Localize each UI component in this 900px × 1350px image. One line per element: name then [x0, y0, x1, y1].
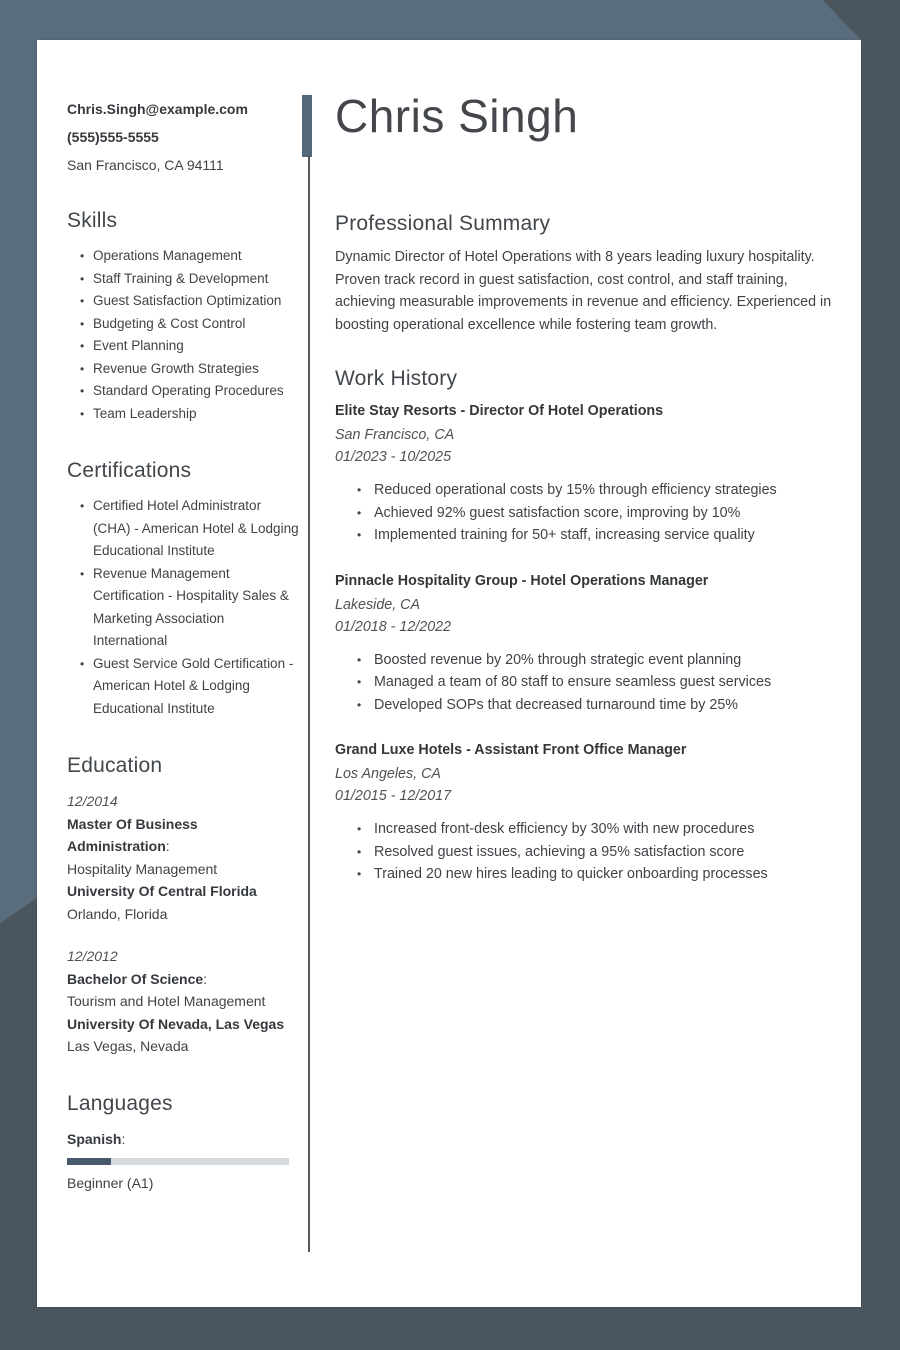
certification-item: • Guest Service Gold Certification - American Hotel & Lodging Educational Institute — [80, 653, 299, 721]
contact-block — [67, 100, 299, 175]
language-level-bar — [67, 1158, 289, 1165]
job-title: Elite Stay Resorts - Director Of Hotel Operations — [335, 403, 664, 419]
education-location: Las Vegas, Nevada — [67, 1038, 189, 1054]
job-bullet: • Trained 20 new hires leading to quicker onboarding processes — [357, 863, 850, 886]
education-date: 12/2012 — [67, 948, 118, 964]
person-name: Chris Singh — [335, 90, 579, 142]
job-entry — [335, 740, 850, 886]
job-bullets — [335, 818, 850, 886]
main-column — [335, 88, 850, 910]
education-school: University Of Central Florida — [67, 883, 257, 899]
job-bullet: • Resolved guest issues, achieving a 95% satisfaction score — [357, 841, 850, 864]
certifications-heading: Certifications — [67, 459, 192, 482]
skill-item: • Operations Management — [80, 245, 299, 268]
job-bullets — [335, 479, 850, 547]
skill-item: • Staff Training & Development — [80, 268, 299, 291]
summary-text: Dynamic Director of Hotel Operations with 8 years leading luxury hospitality. Proven track record in guest satisfaction, cost control, and staff training, achieving measurable improvements in revenue and efficiency. Experienced in boosting operational excellence while fostering team growth. — [335, 249, 832, 333]
certifications-list — [67, 495, 299, 720]
job-location: Lakeside, CA — [335, 596, 421, 613]
job-bullets — [335, 649, 850, 717]
education-school: University Of Nevada, Las Vegas — [67, 1015, 285, 1032]
education-degree: Master Of Business Administration: — [67, 815, 198, 854]
education-field: Tourism and Hotel Management — [67, 993, 266, 1009]
work-history-section — [335, 367, 850, 886]
skill-item: • Event Planning — [80, 335, 299, 358]
education-item — [67, 790, 299, 925]
skill-item: • Budgeting & Cost Control — [80, 313, 299, 336]
languages-section — [67, 1092, 299, 1195]
name-accent-bar — [302, 95, 312, 157]
skill-item: • Guest Satisfaction Optimization — [80, 290, 299, 313]
skill-item: • Standard Operating Procedures — [80, 380, 299, 403]
skills-list — [67, 245, 299, 425]
language-item — [67, 1128, 299, 1195]
job-bullet: • Reduced operational costs by 15% through efficiency strategies — [357, 479, 850, 502]
education-heading: Education — [67, 754, 163, 777]
job-bullet: • Managed a team of 80 staff to ensure seamless guest services — [357, 671, 850, 694]
language-level-fill — [67, 1158, 111, 1165]
job-entry — [335, 571, 850, 717]
column-divider — [308, 155, 310, 1252]
job-location: Los Angeles, CA — [335, 766, 441, 782]
job-bullet: • Implemented training for 50+ staff, increasing service quality — [357, 524, 850, 547]
languages-heading: Languages — [67, 1091, 173, 1115]
language-level: Beginner (A1) — [67, 1175, 154, 1191]
resume-page — [37, 40, 861, 1307]
education-degree: Bachelor Of Science: — [67, 970, 208, 987]
education-field: Hospitality Management — [67, 860, 218, 877]
contact-address: San Francisco, CA 94111 — [67, 157, 224, 173]
skills-section — [67, 209, 299, 425]
job-dates: 01/2018 - 12/2022 — [335, 618, 452, 635]
certification-item: • Certified Hotel Administrator (CHA) - American Hotel & Lodging Educational Institute — [80, 495, 299, 563]
job-bullet: • Increased front-desk efficiency by 30% with new procedures — [357, 818, 850, 841]
education-section — [67, 754, 299, 1058]
summary-heading: Professional Summary — [335, 212, 551, 235]
language-name: Spanish: — [67, 1130, 126, 1147]
job-bullet: • Developed SOPs that decreased turnaround time by 25% — [357, 694, 850, 717]
education-date: 12/2014 — [67, 793, 118, 809]
skills-heading: Skills — [67, 209, 118, 232]
certification-item: • Revenue Management Certification - Hospitality Sales & Marketing Association International — [80, 563, 299, 653]
skill-item: • Revenue Growth Strategies — [80, 358, 299, 381]
education-location: Orlando, Florida — [67, 905, 168, 922]
job-location: San Francisco, CA — [335, 427, 455, 443]
education-item — [67, 945, 299, 1058]
job-title: Grand Luxe Hotels - Assistant Front Office Manager — [335, 742, 687, 758]
job-dates: 01/2023 - 10/2025 — [335, 449, 452, 465]
certifications-section — [67, 459, 299, 720]
summary-section — [335, 212, 850, 336]
contact-phone: (555)555-5555 — [67, 129, 159, 145]
work-history-heading: Work History — [335, 367, 458, 390]
job-title: Pinnacle Hospitality Group - Hotel Operations Manager — [335, 572, 709, 589]
skill-item: • Team Leadership — [80, 403, 299, 426]
job-entry — [335, 401, 850, 547]
sidebar — [67, 100, 299, 1195]
job-bullet: • Achieved 92% guest satisfaction score, improving by 10% — [357, 502, 850, 525]
job-dates: 01/2015 - 12/2017 — [335, 788, 452, 804]
job-bullet: • Boosted revenue by 20% through strategic event planning — [357, 649, 850, 672]
contact-email: Chris.Singh@example.com — [67, 101, 248, 117]
